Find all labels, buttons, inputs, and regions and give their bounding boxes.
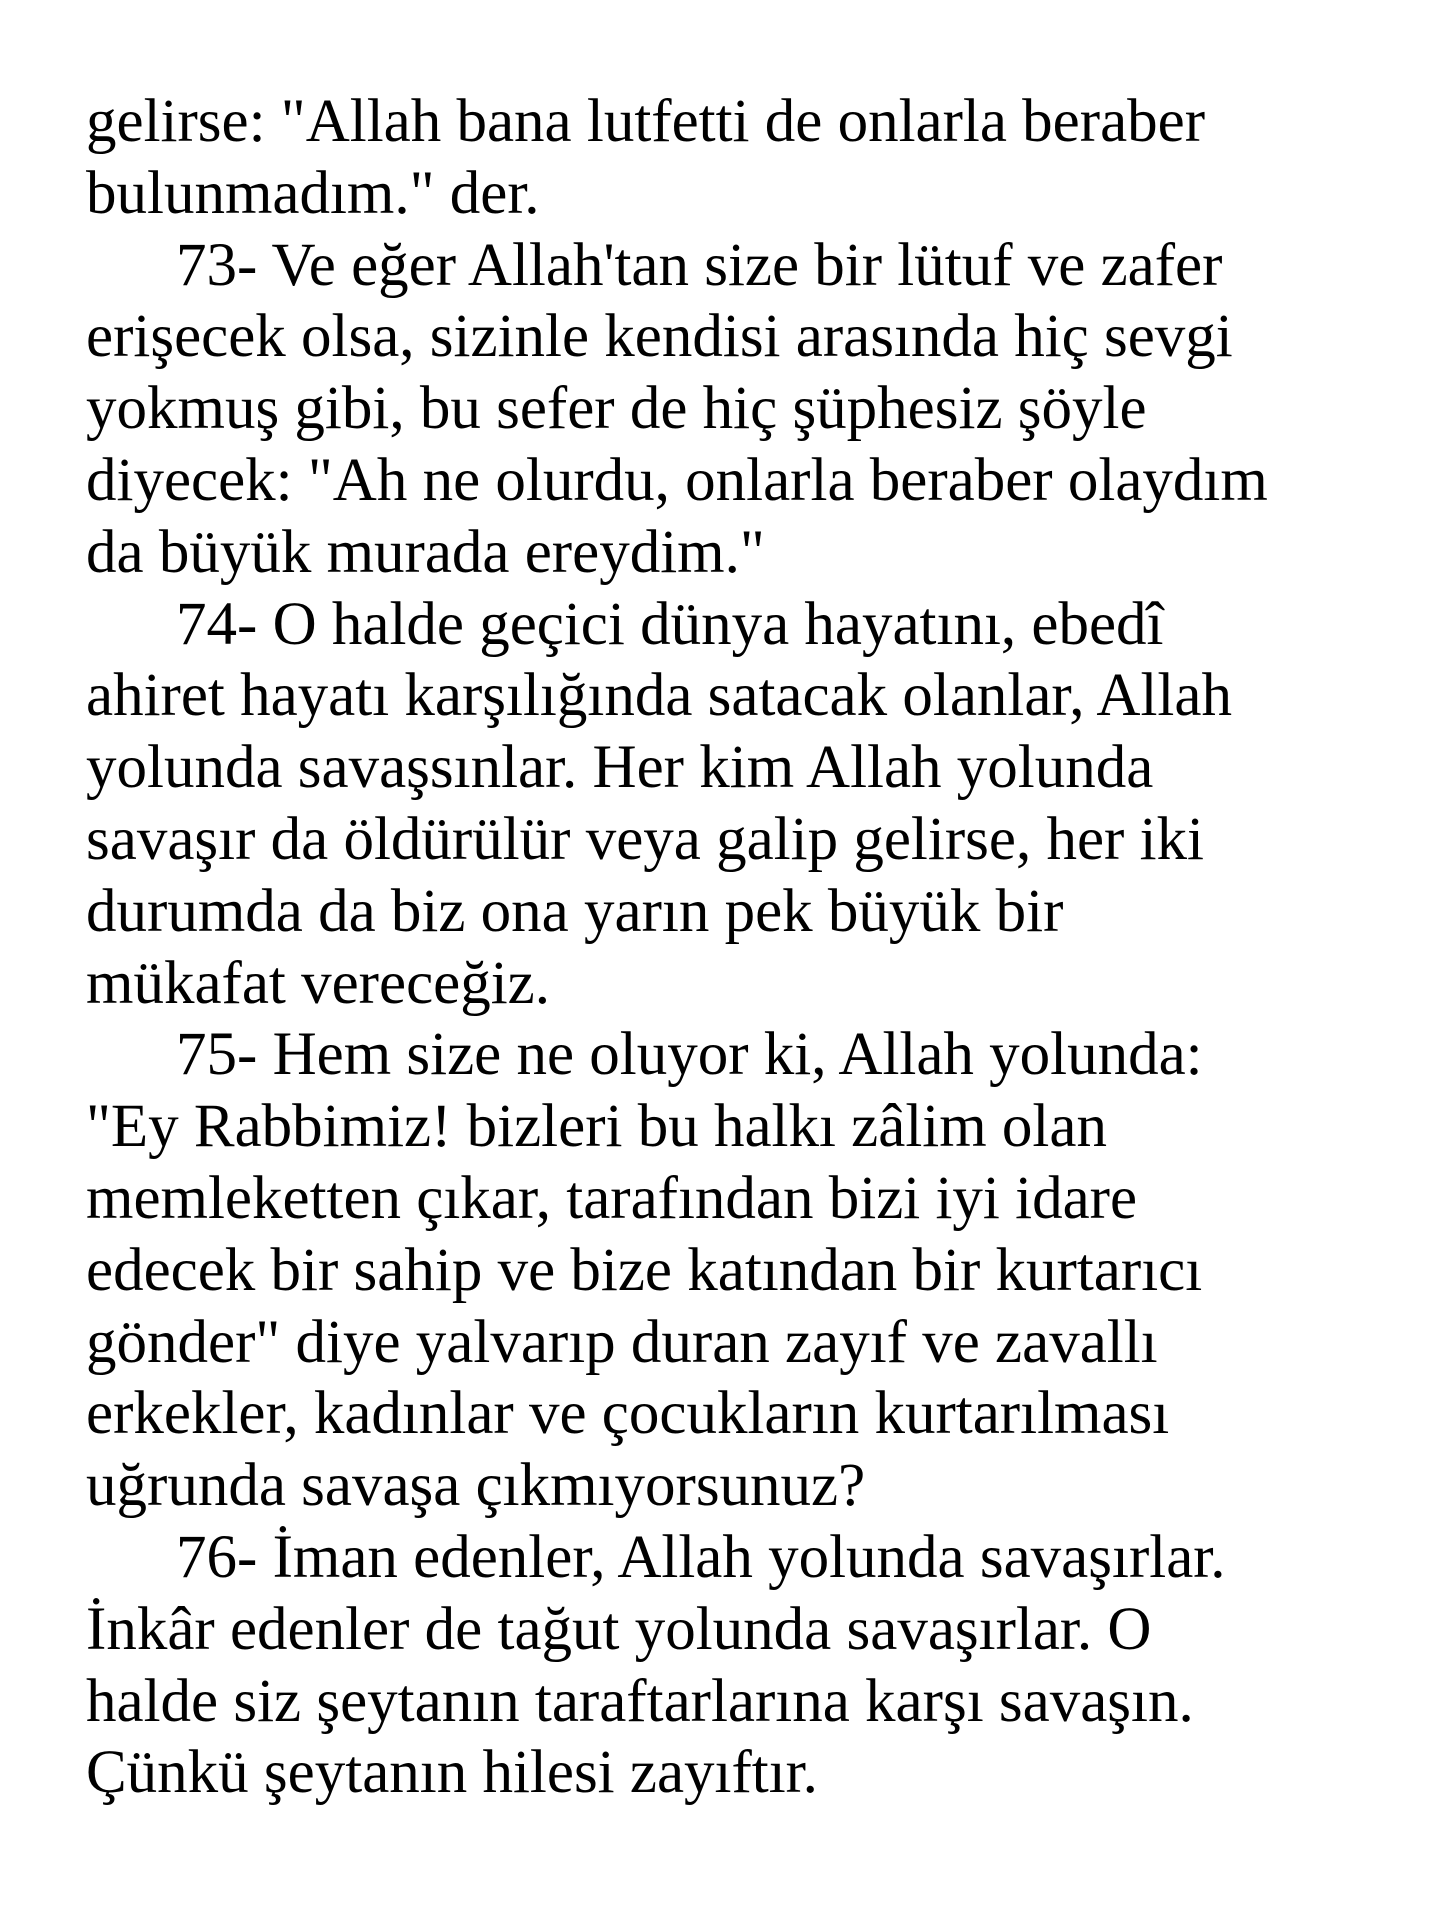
text-line: erişecek olsa, sizinle kendisi arasında hiç sevgi: [86, 303, 1233, 371]
verse-first-line: 74- O halde geçici dünya hayatını, ebedî: [176, 590, 1164, 658]
text-line: durumda da biz ona yarın pek büyük bir: [86, 877, 1064, 945]
text-line: "Ey Rabbimiz! bizleri bu halkı zâlim olan: [86, 1093, 1107, 1161]
body-text: [86, 86, 1426, 1809]
text-line: mükafat vereceğiz.: [86, 949, 550, 1017]
document-page: [86, 86, 1426, 1809]
text-line: edecek bir sahip ve bize katından bir kurtarıcı: [86, 1236, 1203, 1304]
text-line: erkekler, kadınlar ve çocukların kurtarılması: [86, 1380, 1170, 1448]
verse-first-line: 73- Ve eğer Allah'tan size bir lütuf ve zafer: [176, 231, 1223, 299]
text-line: memleketten çıkar, tarafından bizi iyi idare: [86, 1164, 1138, 1232]
text-line: ahiret hayatı karşılığında satacak olanlar, Allah: [86, 662, 1232, 730]
text-line: yolunda savaşsınlar. Her kim Allah yolunda: [86, 734, 1154, 802]
text-line: yokmuş gibi, bu sefer de hiç şüphesiz şöyle: [86, 375, 1147, 443]
text-line: İnkâr edenler de tağut yolunda savaşırlar. O: [86, 1595, 1152, 1663]
text-line: uğrunda savaşa çıkmıyorsunuz?: [86, 1452, 866, 1520]
text-line: da büyük murada ereydim.": [86, 518, 765, 586]
text-line: savaşır da öldürülür veya galip gelirse, her iki: [86, 805, 1204, 873]
verse-first-line: 76- İman edenler, Allah yolunda savaşırlar.: [176, 1523, 1226, 1591]
text-line: gönder" diye yalvarıp duran zayıf ve zavallı: [86, 1308, 1158, 1376]
verse-first-line: 75- Hem size ne oluyor ki, Allah yolunda:: [176, 1021, 1203, 1089]
text-line: gelirse: "Allah bana lutfetti de onlarla beraber: [86, 88, 1206, 155]
text-line: bulunmadım." der.: [86, 159, 540, 227]
text-line: diyecek: "Ah ne olurdu, onlarla beraber olaydım: [86, 446, 1268, 514]
text-line: Çünkü şeytanın hilesi zayıftır.: [86, 1739, 818, 1807]
text-line: halde siz şeytanın taraftarlarına karşı savaşın.: [86, 1667, 1194, 1735]
